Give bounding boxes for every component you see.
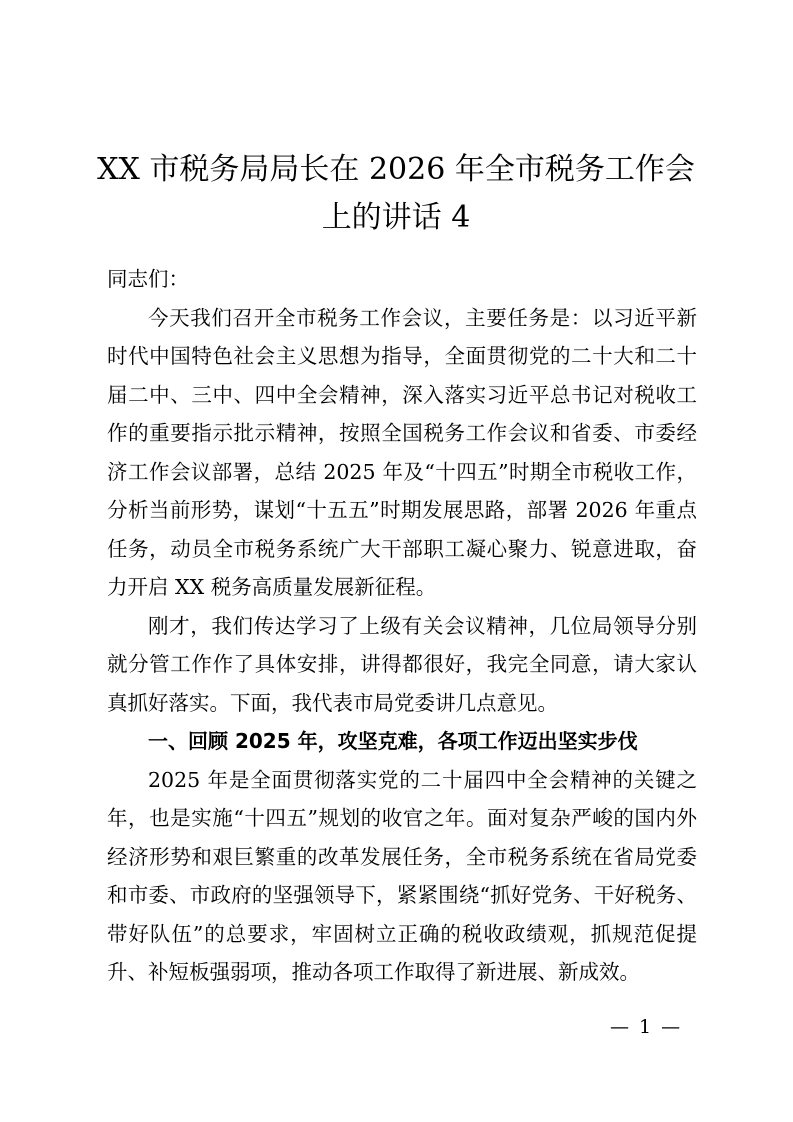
document-title: XX 市税务局局长在 2026 年全市税务工作会上的讲话 4 (97, 152, 695, 235)
salutation: 同志们： (107, 267, 189, 291)
section-heading: 一、回顾 2025 年，攻坚克难，各项工作迈出坚实步伐 (148, 729, 638, 753)
paragraph-intro: 今天我们召开全市税务工作会议，主要任务是：以习近平新时代中国特色社会主义思想为指导，全面贯彻党的二十大和二十届二中、三中、四中全会精神，深入落实习近平总书记对税收工作的重要指示批示精神，按照全国税务工作会议和省委、市委经济工作会议部署，总结 2025 年及“十四五”时期全市税收工作，分析当前形势，谋划“十五五”时期发展思路，部署 2026 年重点任务，动员全市税务系统广大干部职工凝心聚力、锐意进取，奋力开启 XX 税务高质量发展新征程。 (107, 305, 697, 599)
document-body (107, 260, 697, 992)
paragraph-review: 2025 年是全面贯彻落实党的二十届四中全会精神的关键之年，也是实施“十四五”规划的收官之年。面对复杂严峻的国内外经济形势和艰巨繁重的改革发展任务，全市税务系统在省局党委和市委、市政府的坚强领导下，紧紧围绕“抓好党务、干好税务、带好队伍”的总要求，牢固树立正确的税收政绩观，抓规范促提升、补短板强弱项，推动各项工作取得了新进展、新成效。 (107, 767, 697, 984)
page-number: — 1 — (610, 1016, 683, 1038)
paragraph-transition: 刚才，我们传达学习了上级有关会议精神，几位局领导分别就分管工作作了具体安排，讲得都很好，我完全同意，请大家认真抓好落实。下面，我代表市局党委讲几点意见。 (107, 613, 697, 715)
